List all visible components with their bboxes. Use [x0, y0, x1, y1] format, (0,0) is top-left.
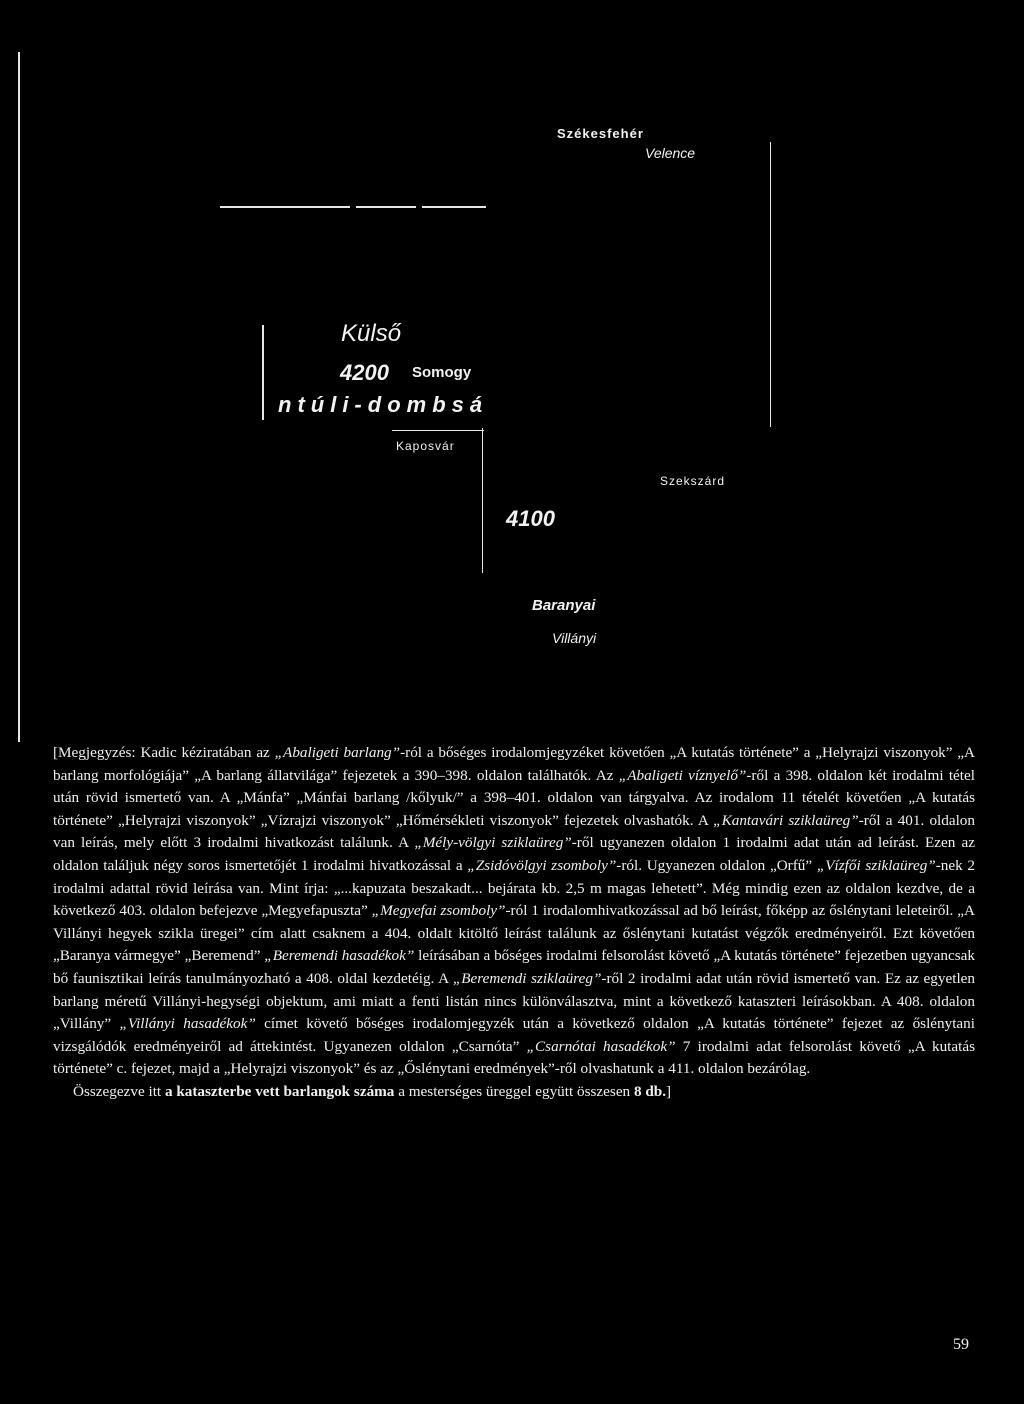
map-top-dash-line	[422, 206, 486, 208]
map-kaposvar-road-line	[392, 430, 484, 431]
note-paragraph	[53, 742, 975, 1081]
summary-text: Összegezve itt	[73, 1082, 165, 1100]
map-right-border-line	[770, 142, 771, 427]
map-region-border-line	[262, 325, 264, 420]
map-top-dash-line	[356, 206, 416, 208]
note-segment: [Megjegyzés: Kadic kéziratában az	[53, 744, 275, 761]
summary-text: a mesterséges üreggel együtt összesen	[394, 1082, 634, 1100]
map-label-velence: Velence	[645, 145, 696, 161]
note-segment: -ről 2 irodalmi adat után rövid ismertető van. Ez az egyetlen barlang méretű Villányi-hegységi objektum, ami miatt a fenti listán nincs különválasztva, mint a következő kataszteri leírásokban. A 408. oldalon „Villány”	[53, 969, 976, 1033]
note-segment: -ról. Ugyanezen oldalon „Orfű”	[616, 856, 817, 874]
map-label-code-4100: 4100	[506, 506, 555, 531]
note-cave-name: „Beremendi sziklaüreg”	[452, 969, 602, 987]
note-text-block	[53, 742, 975, 1104]
summary-count: 8 db.	[633, 1082, 667, 1100]
map-label-kulso: Külső	[341, 320, 402, 347]
map-label-somogy: Somogy	[412, 364, 472, 381]
note-cave-name: „Beremendi hasadékok”	[264, 947, 415, 965]
map-top-dash-line	[220, 206, 350, 208]
map-county-border-line	[482, 428, 483, 573]
note-summary-paragraph	[53, 1081, 975, 1104]
summary-closing-bracket: ]	[666, 1082, 672, 1100]
note-cave-name: „Kantavári sziklaüreg”	[713, 811, 859, 829]
note-cave-name: „Zsidóvölgyi zsomboly”	[467, 856, 617, 874]
note-segment: -ről a 401. oldalon van leírás, mely előtt 3 irodalmi hivatkozást találunk. A	[53, 811, 975, 852]
note-cave-name: „Abaligeti víznyelő”	[618, 766, 747, 784]
note-segment: -ról a bőséges irodalomjegyzéket követően „A kutatás története” a „Helyrajzi viszonyok” „A barlang morfológiája” „A barlang állatvilága” fejezetek a 390–398. oldalon találhatók. Az	[53, 744, 976, 784]
note-segment: leírásában a bőséges irodalmi felsorolást követő „A kutatás története” fejezetben ugyancsak bő faunisztikai leírás tanulmányozható a 408. oldal kezdetéig. A	[53, 947, 975, 987]
map-label-kaposvar: Kaposvár	[396, 439, 455, 453]
map-label-baranya: Baranyai	[532, 597, 596, 614]
note-segment: -nek 2 irodalmi adattal rövid leírása van. Mint írja: „...kapuzata beszakadt... bejárata kb. 2,5 m magas lehetett”. Még mindig ezen az oldalon kezdve, de a következő 403. oldalon befejezve „Megyefapuszta”	[53, 856, 976, 920]
map-left-border-line	[18, 52, 20, 742]
note-segment: 7 irodalmi adat felsorolást követő „A kutatás története” c. fejezet, majd a „Helyrajzi viszonyok” és az „Őslénytani eredmények”-ről olvashatunk a 411. oldalon bezárólag.	[53, 1037, 976, 1078]
map-label-szekszard: Szekszárd	[660, 474, 726, 488]
note-cave-name: „Abaligeti barlang”	[274, 744, 401, 761]
note-segment: címet követő bőséges irodalomjegyzék után a következő oldalon „A kutatás története” fejezet az őslénytani vizsgálódók eredményeiről ad áttekintést. Ugyanezen oldalon „Csarnóta”	[53, 1015, 975, 1055]
page-number: 59	[953, 1336, 969, 1353]
map-label-dombsag: ntúli-dombsá	[278, 392, 489, 417]
map-label-code-4200: 4200	[340, 360, 389, 385]
map-label-villany: Villányi	[552, 630, 597, 646]
note-cave-name: „Vízfői sziklaüreg”	[816, 856, 936, 874]
note-segment: -ről a 398. oldalon két irodalmi tétel után rövid ismertető van. A „Mánfa” „Mánfai barlang /kőlyuk/” a 398–401. oldalon van tárgyalva. Az irodalom 11 tételét követően „A kutatás története” „Helyrajzi viszonyok” „Vízrajzi viszonyok” „Hőmérsékleti viszonyok” fejezetek olvashatók. A	[53, 766, 975, 829]
map-label-szekesfehervar: Székesfehér	[557, 126, 644, 141]
note-cave-name: „Megyefai zsomboly”	[371, 902, 506, 920]
note-cave-name: „Csarnótai hasadékok”	[526, 1037, 676, 1055]
note-segment: -ről ugyanezen oldalon 1 irodalmi adat után ad leírást. Ezen az oldalon találjuk négy soros ismertetőjét 1 irodalmi hivatkozással a	[53, 834, 975, 874]
summary-bold-text: a kataszterbe vett barlangok száma	[164, 1082, 395, 1100]
note-segment: -ról 1 irodalomhivatkozással ad bő leírást, főképp az őslénytani leleteiről. „A Villányi hegyek szikla üregei” cím alatt csaknem a 404. oldalt kitöltő leírást találunk az őslénytani kutatást végzők eredményeiről. Ezt követően „Baranya vármegye” „Beremend”	[53, 902, 975, 965]
note-cave-name: „Villányi hasadékok”	[119, 1015, 256, 1033]
note-cave-name: „Mély-völgyi sziklaüreg”	[414, 834, 572, 852]
